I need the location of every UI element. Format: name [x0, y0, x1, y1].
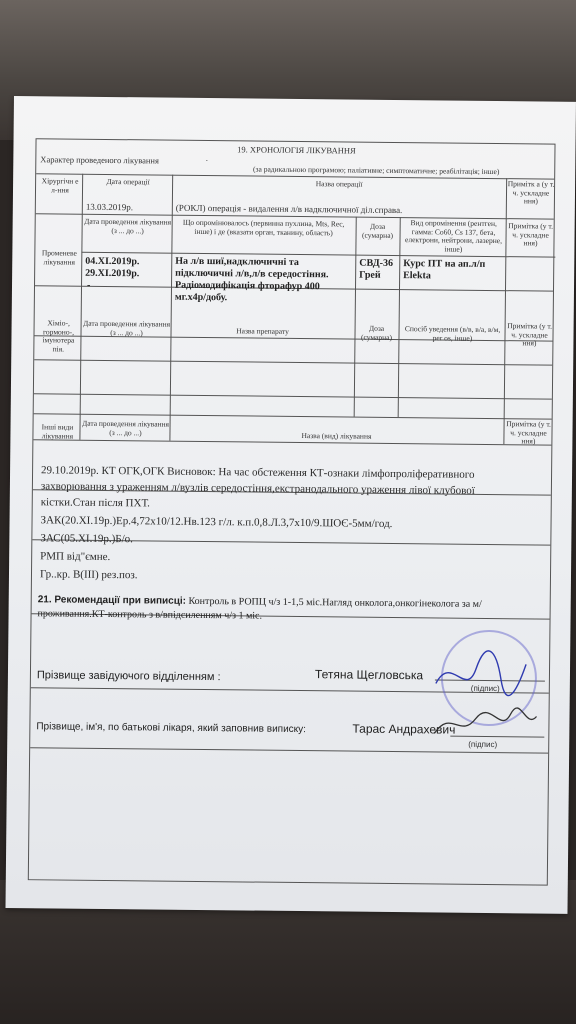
op-date-value: 13.03.2019р.: [85, 201, 134, 213]
recommendations: [38, 593, 548, 626]
signature-label-2: (підпис): [468, 739, 498, 750]
summary-line-3: кістки.Стан після ПХТ.: [40, 496, 150, 510]
col-surgical: Хірургічн е л-ння: [41, 176, 79, 195]
col-chemo: Хіміо-, гормоно-, імунотера пія.: [42, 318, 75, 354]
summary-line-5: ЗАС(05.XI.19р.)Б/о.: [40, 532, 133, 546]
head-signature: [431, 643, 532, 704]
head-name: Тетяна Щегловська: [314, 667, 424, 683]
rad-what: На л/в шиї,надключичні та підключичні л/в,л/в середостіння. Радіомодифікація фторафур 400 мг.х4р/добу.: [174, 255, 329, 304]
col-note2: Примітка (у т. ч. ускладне ння): [508, 221, 554, 248]
treatment-form: [28, 138, 556, 885]
document-sheet: [5, 96, 575, 914]
col-route: Спосіб уведення (в/в, в/а, в/м, per os, інше): [404, 324, 501, 343]
col-chemo-dates: Дата проведення лікування (з ... до ...): [83, 318, 171, 337]
character-options: (за радикальною програмою; паліативне; симптоматичне; реабілітація; інше): [253, 164, 500, 177]
col-other-dates: Дата проведення лікування (з ... до ...): [82, 418, 170, 437]
signature-label-1: (підпис): [470, 683, 500, 694]
summary-line-2: захворювання з ураженням л/вузлів середостіння,екстранодального ураження лівої клубової: [40, 480, 475, 497]
summary-line-7: Гр..кр. В(ІІІ) рез.поз.: [39, 568, 138, 582]
col-op-date: Дата операції: [106, 176, 150, 187]
section-19-title: 19. ХРОНОЛОГІЯ ЛІКУВАННЯ: [237, 144, 356, 156]
rad-date-1: 04.XI.2019р.: [85, 255, 140, 268]
character-label: Характер проведеного лікування: [40, 154, 159, 166]
col-rad-what: Що опромінювалось (первинна пухлина, Mts, Rec, інше) і де (вказати орган, тканину, область): [182, 217, 345, 237]
rec-label: 21. Рекомендації при виписці:: [37, 594, 187, 607]
rad-date-dash: -: [86, 279, 91, 291]
col-other: Інші види лікування: [41, 422, 74, 441]
col-other-name: Назва (вид) лікування: [301, 431, 372, 441]
col-note4: Примітка (у т. ч. ускладне ння): [506, 419, 551, 446]
rad-dose: СВД-36 Грей: [359, 257, 394, 281]
rad-date-2: 29.XI.2019р.: [85, 267, 140, 280]
doctor-label: Прізвище, ім'я, по батькові лікаря, який заповнив виписку:: [36, 721, 307, 736]
summary-line-6: РМП від"ємне.: [40, 550, 111, 564]
summary-line-4: ЗАК(20.XI.19р.)Ер.4,72х10/12.Нв.123 г/л. к.п.0,8.Л.3,7х10/9.ШОЄ-5мм/год.: [40, 514, 393, 530]
col-drug: Назва препарату: [236, 326, 289, 336]
col-radiation: Променеве лікування: [41, 248, 77, 267]
col-note: Примітк а (у т. ч. ускладне ння): [507, 179, 555, 206]
op-name-value: (РОКЛ) операція - видалення л/в надключичної діл.справа.: [175, 202, 403, 216]
col-note3: Примітка (у т. ч. ускладне ння): [507, 321, 553, 348]
doctor-signature: [430, 703, 540, 744]
col-dose: Доза (сумарна): [362, 221, 394, 240]
col-op-name: Назва операції: [315, 179, 363, 189]
col-chemo-dose: Доза (сумарна): [360, 323, 393, 342]
rad-type: Курс ПТ на ап.л/п Elekta: [403, 258, 486, 282]
col-rad-dates: Дата проведення лікування (з ... до ...): [84, 216, 172, 235]
head-label: Прізвище завідуючого відділенням :: [36, 669, 221, 684]
rec-text: Контроль в РОПЦ ч/з 1-1,5 міс.Нагляд онколога,онкогінеколога за м/проживання.КТ-контроль з в/впідсиленням ч/з 1 міс.: [37, 595, 482, 622]
doctor-name: Тарас Андрахевич: [352, 721, 456, 737]
summary-line-1: 29.10.2019р. КТ ОГК,ОГК Висновок: На час обстеження КТ-ознаки лімфопроліферативного: [41, 464, 475, 481]
col-irr-type: Вид опромінення (рентген, гамма: Со60, Cs 137, бета, електрони, нейтрони, лазерне, інше): [404, 218, 503, 254]
